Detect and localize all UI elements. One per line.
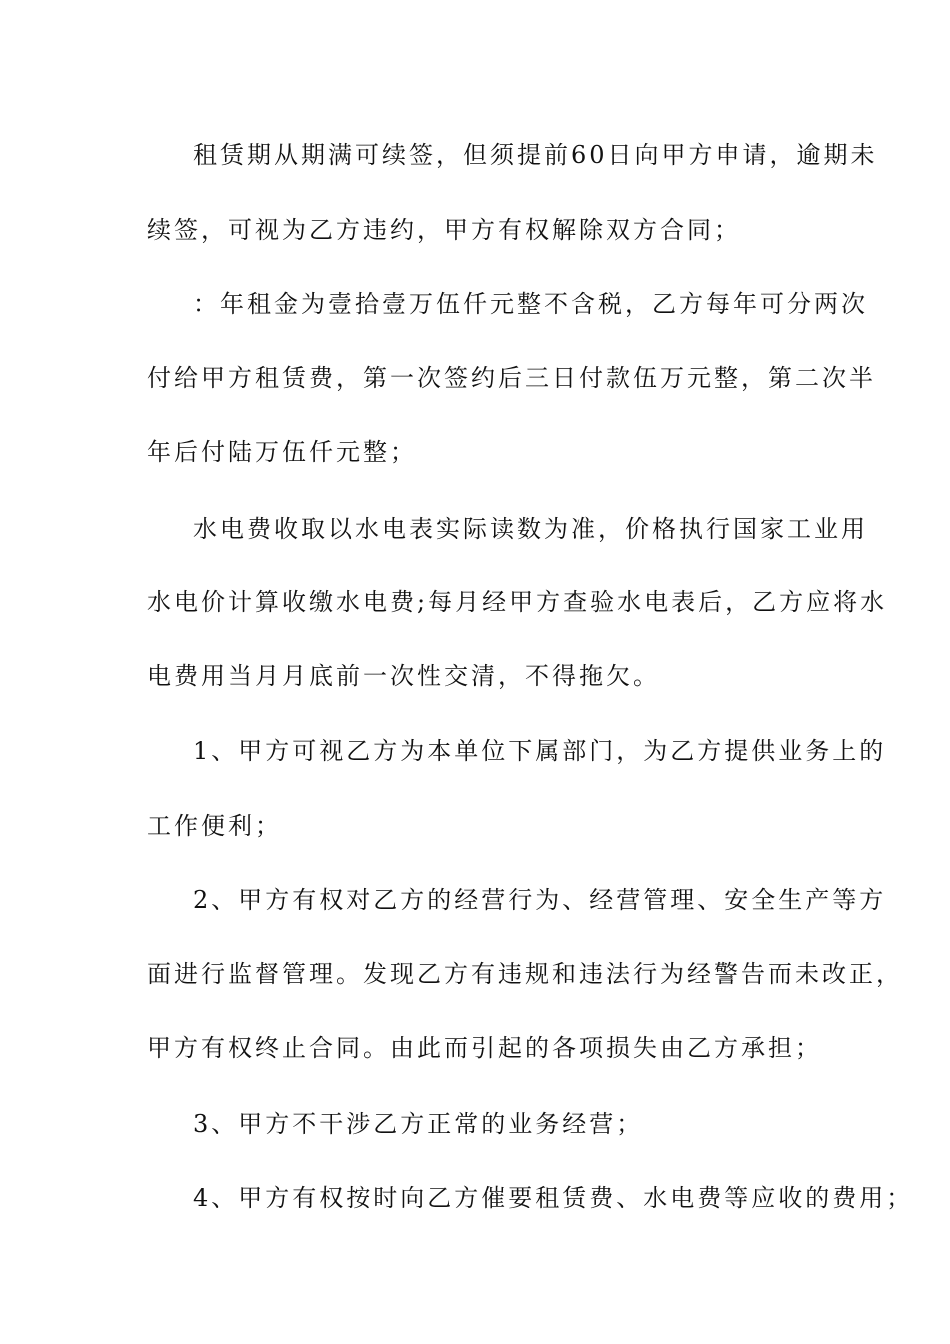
paragraph-rent-line-1: ：年租金为壹拾壹万伍仟元整不含税，乙方每年可分两次 bbox=[193, 290, 868, 318]
paragraph-utilities-line-1: 水电费收取以水电表实际读数为准，价格执行国家工业用 bbox=[193, 515, 868, 543]
paragraph-rent-line-2: 付给甲方租赁费，第一次签约后三日付款伍万元整，第二次半 bbox=[147, 364, 876, 392]
clause-4-line-1: 4、甲方有权按时向乙方催要租赁费、水电费等应收的费用； bbox=[193, 1184, 914, 1212]
clause-1-line-1: 1、甲方可视乙方为本单位下属部门，为乙方提供业务上的 bbox=[193, 737, 887, 765]
paragraph-lease-term-line-1: 租赁期从期满可续签，但须提前60日向甲方申请，逾期未 bbox=[193, 141, 878, 169]
paragraph-utilities-line-2: 水电价计算收缴水电费;每月经甲方查验水电表后，乙方应将水 bbox=[147, 588, 888, 616]
paragraph-rent-line-3: 年后付陆万伍仟元整； bbox=[147, 438, 417, 466]
paragraph-utilities-line-3: 电费用当月月底前一次性交清，不得拖欠。 bbox=[147, 662, 660, 690]
clause-3-line-1: 3、甲方不干涉乙方正常的业务经营； bbox=[193, 1110, 644, 1138]
clause-2-line-2: 面进行监督管理。发现乙方有违规和违法行为经警告而未改正， bbox=[147, 960, 903, 988]
clause-2-line-1: 2、甲方有权对乙方的经营行为、经营管理、安全生产等方 bbox=[193, 886, 887, 914]
clause-2-line-3: 甲方有权终止合同。由此而引起的各项损失由乙方承担； bbox=[147, 1034, 822, 1062]
paragraph-lease-term-line-2: 续签，可视为乙方违约，甲方有权解除双方合同； bbox=[147, 216, 741, 244]
clause-1-line-2: 工作便利； bbox=[147, 812, 282, 840]
